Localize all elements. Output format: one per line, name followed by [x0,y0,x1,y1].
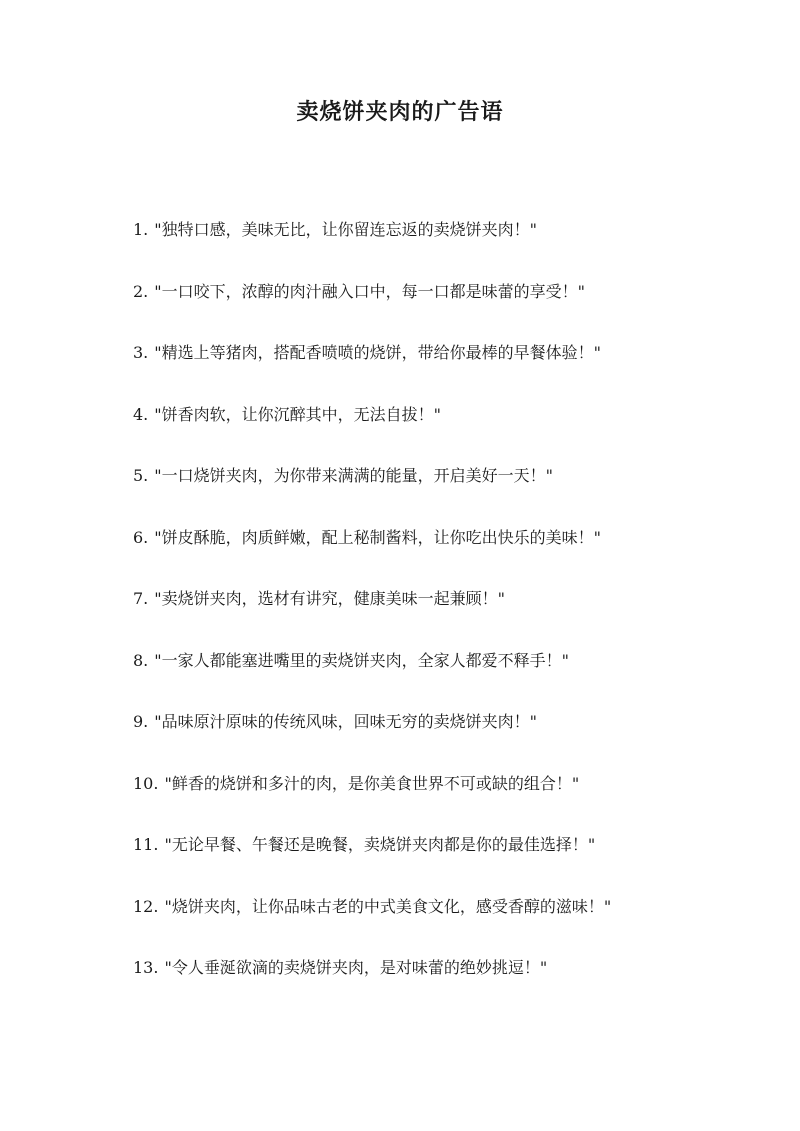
item-text: "一家人都能塞进嘴里的卖烧饼夹肉，全家人都爱不释手！" [154,650,569,670]
page-title: 卖烧饼夹肉的广告语 [296,99,504,125]
item-text: "一口咬下，浓醇的肉汁融入口中，每一口都是味蕾的享受！" [154,281,585,301]
slogan-list [133,216,773,1016]
item-number: 3. [133,343,149,362]
item-number: 5. [133,466,149,485]
item-number: 2. [133,281,149,301]
item-text: "无论早餐、午餐还是晚餐，卖烧饼夹肉都是你的最佳选择！" [164,835,596,854]
list-item [133,647,773,709]
item-text: "卖烧饼夹肉，选材有讲究，健康美味一起兼顾！" [154,589,505,608]
item-number: 7. [133,589,149,608]
list-item [133,708,773,770]
list-item [133,770,773,832]
list-item [133,278,773,340]
item-text: "独特口感，美味无比，让你留连忘返的卖烧饼夹肉！" [154,220,537,239]
item-text: "令人垂涎欲滴的卖烧饼夹肉，是对味蕾的绝妙挑逗！" [164,958,548,977]
list-item [133,585,773,647]
item-number: 8. [133,650,149,670]
item-number: 12. [133,896,159,916]
item-number: 9. [133,712,149,731]
list-item [133,401,773,463]
item-text: "鲜香的烧饼和多汁的肉，是你美食世界不可或缺的组合！" [164,773,580,793]
item-number: 1. [133,220,149,239]
item-text: "品味原汁原味的传统风味，回味无穷的卖烧饼夹肉！" [154,712,537,731]
item-text: "饼香肉软，让你沉醉其中，无法自拔！" [154,404,441,424]
item-text: "精选上等猪肉，搭配香喷喷的烧饼，带给你最棒的早餐体验！" [154,343,601,362]
item-number: 11. [133,835,159,854]
list-item [133,893,773,955]
item-number: 13. [133,958,159,977]
item-text: "一口烧饼夹肉，为你带来满满的能量，开启美好一天！" [154,466,553,485]
list-item [133,831,773,893]
list-item [133,216,773,278]
list-item [133,462,773,524]
list-item [133,524,773,586]
list-item [133,954,773,1016]
item-number: 6. [133,527,149,547]
list-item [133,339,773,401]
item-number: 4. [133,404,149,424]
item-text: "烧饼夹肉，让你品味古老的中式美食文化，感受香醇的滋味！" [164,896,612,916]
item-number: 10. [133,773,159,793]
item-text: "饼皮酥脆，肉质鲜嫩，配上秘制酱料，让你吃出快乐的美味！" [154,527,601,547]
